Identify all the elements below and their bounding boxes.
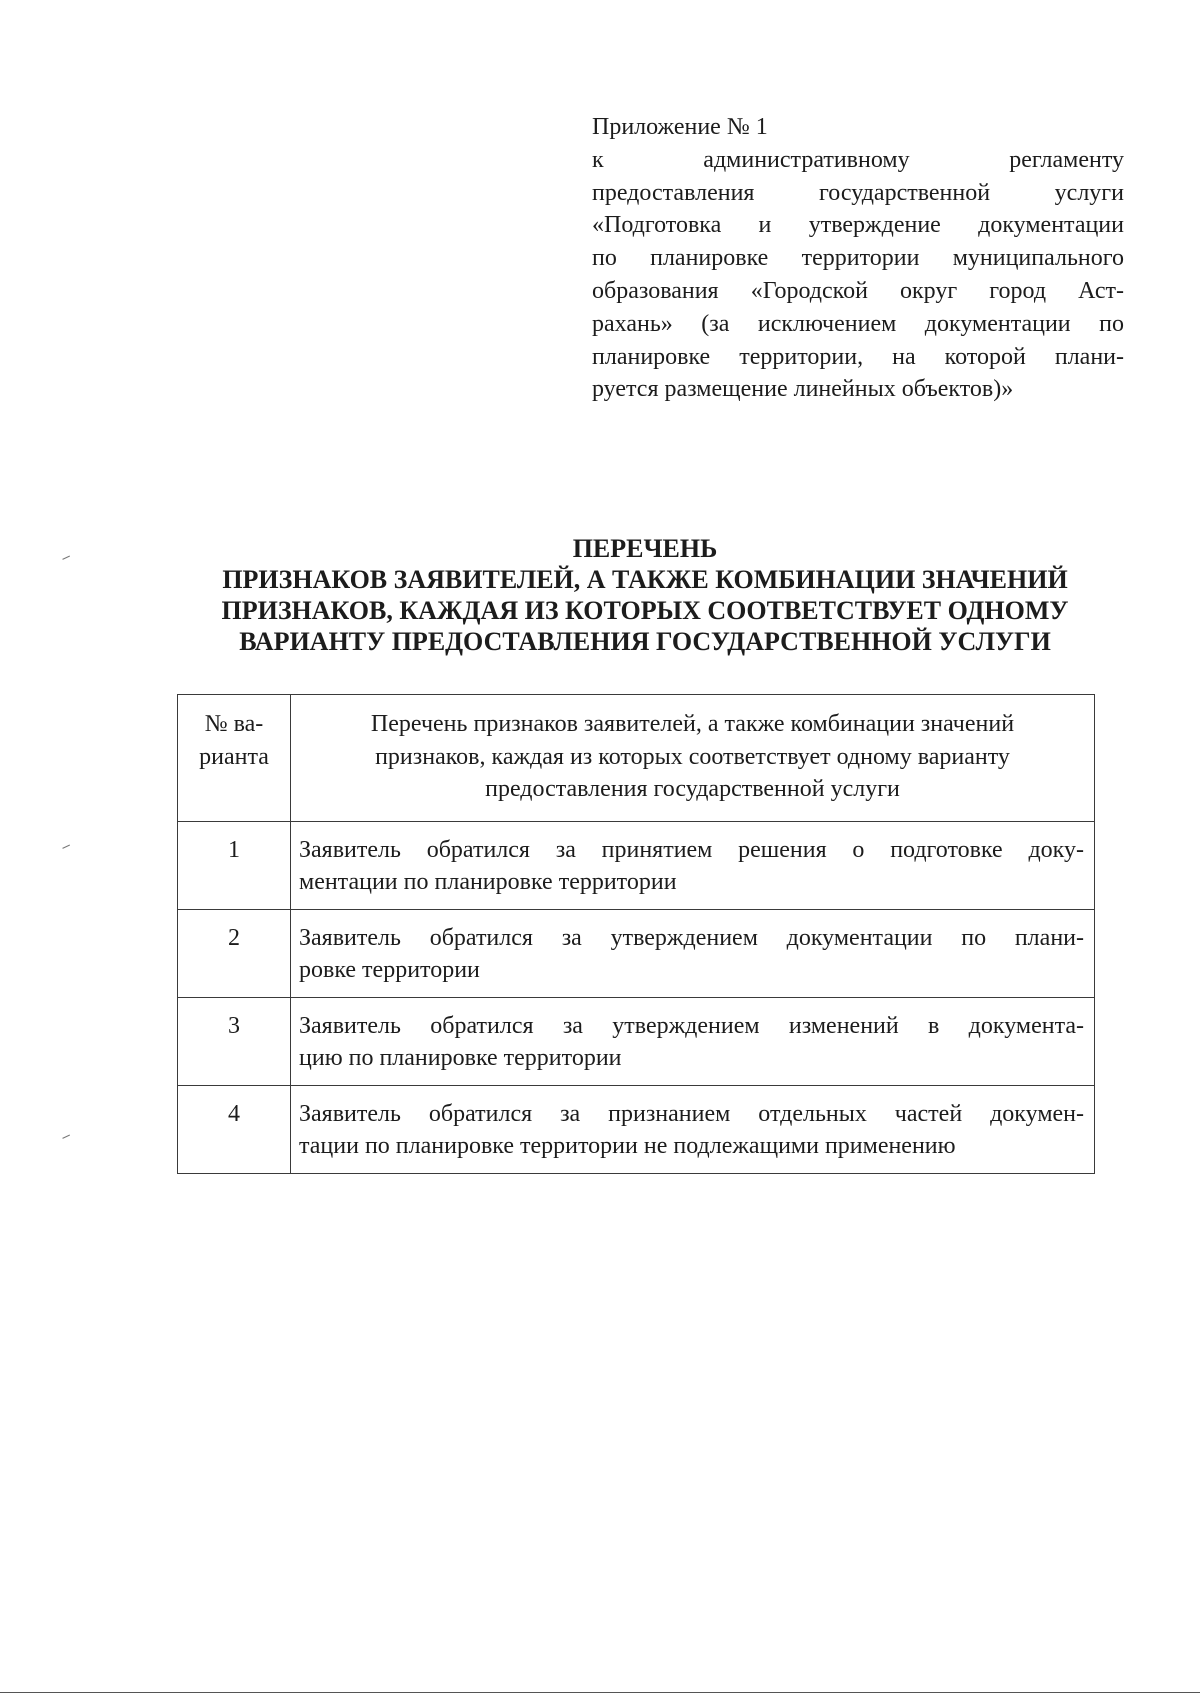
scan-artifact-mark bbox=[62, 1135, 71, 1143]
description-line: Заявитель обратился за принятием решения о подготовке доку- bbox=[299, 836, 1084, 863]
appendix-line: рахань» (за исключением документации по bbox=[592, 310, 1124, 337]
variant-description bbox=[291, 997, 1095, 1085]
variant-description bbox=[291, 1085, 1095, 1173]
variant-number: 2 bbox=[178, 909, 291, 997]
table-row bbox=[178, 821, 1095, 909]
appendix-block bbox=[592, 111, 1124, 406]
document-heading bbox=[160, 533, 1130, 657]
heading-line: ВАРИАНТУ ПРЕДОСТАВЛЕНИЯ ГОСУДАРСТВЕННОЙ УСЛУГИ bbox=[239, 627, 1051, 656]
description-line: ровке территории bbox=[299, 957, 480, 983]
variant-description bbox=[291, 821, 1095, 909]
variants-table bbox=[177, 694, 1095, 1174]
description-line: тации по планировке территории не подлежащими применению bbox=[299, 1133, 956, 1159]
header-desc-line: признаков, каждая из которых соответствует одному варианту bbox=[375, 743, 1010, 770]
appendix-line: руется размещение линейных объектов)» bbox=[592, 376, 1014, 403]
appendix-line: «Подготовка и утверждение документации bbox=[592, 212, 1124, 239]
header-num-line: рианта bbox=[199, 743, 269, 770]
table-row bbox=[178, 909, 1095, 997]
scan-artifact-mark bbox=[62, 556, 71, 564]
page-bottom-edge bbox=[0, 1692, 1200, 1693]
variant-number: 3 bbox=[178, 997, 291, 1085]
heading-line: ПЕРЕЧЕНЬ bbox=[572, 534, 718, 563]
table-row bbox=[178, 997, 1095, 1085]
appendix-line: предоставления государственной услуги bbox=[592, 179, 1124, 206]
appendix-line: планировке территории, на которой плани- bbox=[592, 343, 1124, 370]
variant-number: 4 bbox=[178, 1085, 291, 1173]
description-line: цию по планировке территории bbox=[299, 1045, 622, 1071]
variant-description bbox=[291, 909, 1095, 997]
description-line: Заявитель обратился за утверждением изменений в документа- bbox=[299, 1012, 1084, 1039]
heading-line: ПРИЗНАКОВ, КАЖДАЯ ИЗ КОТОРЫХ СООТВЕТСТВУЕТ ОДНОМУ bbox=[221, 596, 1069, 625]
header-description bbox=[291, 695, 1095, 822]
description-line: ментации по планировке территории bbox=[299, 869, 677, 895]
description-line: Заявитель обратился за утверждением документации по плани- bbox=[299, 924, 1084, 951]
header-num-line: № ва- bbox=[204, 711, 264, 737]
appendix-line: Приложение № 1 bbox=[592, 114, 768, 140]
description-line: Заявитель обратился за признанием отдельных частей докумен- bbox=[299, 1100, 1084, 1127]
appendix-line: по планировке территории муниципального bbox=[592, 245, 1124, 272]
header-desc-line: предоставления государственной услуги bbox=[485, 776, 900, 802]
heading-line: ПРИЗНАКОВ ЗАЯВИТЕЛЕЙ, А ТАКЖЕ КОМБИНАЦИИ ЗНАЧЕНИЙ bbox=[222, 565, 1068, 594]
header-desc-line: Перечень признаков заявителей, а также комбинации значений bbox=[370, 711, 1015, 737]
scan-artifact-mark bbox=[62, 845, 71, 853]
variant-number: 1 bbox=[178, 821, 291, 909]
table-row bbox=[178, 1085, 1095, 1173]
header-variant-number bbox=[178, 695, 291, 822]
table-header-row bbox=[178, 695, 1095, 822]
appendix-line: образования «Городской округ город Аст- bbox=[592, 277, 1124, 304]
appendix-line: к административному регламенту bbox=[592, 146, 1124, 173]
